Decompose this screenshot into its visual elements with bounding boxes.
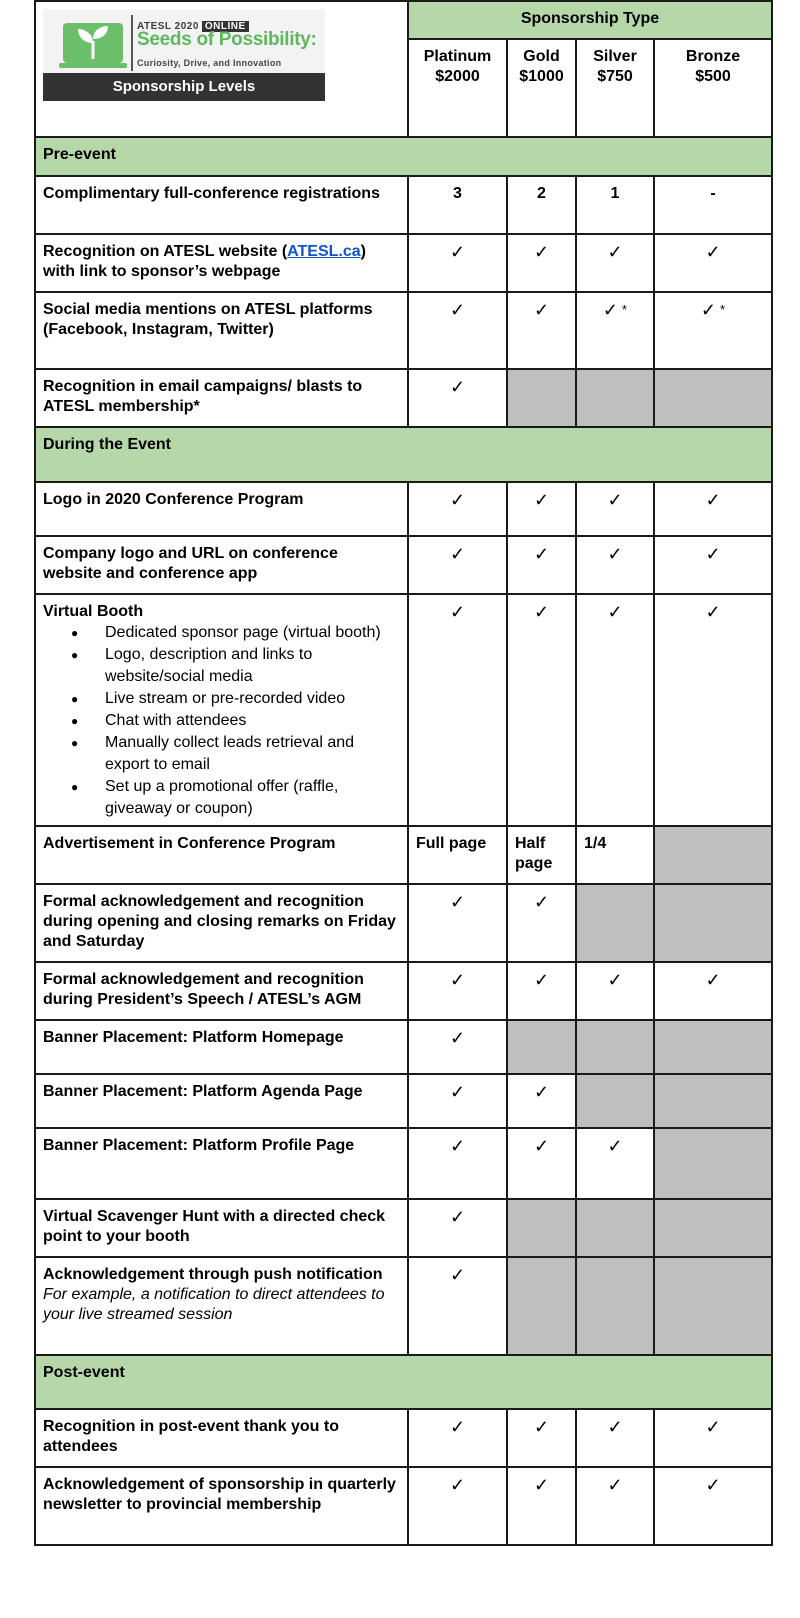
value-cell: 1 (576, 176, 654, 234)
check-icon: ✓ (533, 490, 550, 510)
logo-banner: Sponsorship Levels (43, 73, 325, 101)
check-icon: ✓ (449, 1082, 466, 1102)
section-during-event: During the Event (35, 427, 772, 482)
unavailable-cell (654, 1074, 772, 1128)
sprout-icon (76, 25, 110, 61)
list-item: ● Manually collect leads retrieval and export to email (43, 732, 400, 776)
unavailable-cell (507, 1199, 576, 1257)
row-label: Banner Placement: Platform Agenda Page (35, 1074, 408, 1128)
row-label: Complimentary full-conference registrations (35, 176, 408, 234)
unavailable-cell (507, 1257, 576, 1355)
value-cell: Full page (408, 826, 507, 884)
unavailable-cell (576, 369, 654, 427)
check-icon: ✓ (607, 490, 623, 510)
row-label: Banner Placement: Platform Profile Page (35, 1128, 408, 1199)
check-icon: ✓ (607, 1417, 623, 1437)
check-icon: ✓ (705, 1475, 721, 1495)
asterisk: * (622, 302, 628, 317)
check-icon: ✓ (449, 602, 466, 622)
check-icon: ✓ (607, 1136, 623, 1156)
row-label: Formal acknowledgement and recognition during President’s Speech / ATESL’s AGM (35, 962, 408, 1020)
check-icon: ✓ (449, 300, 466, 320)
check-icon: ✓ (449, 490, 466, 510)
unavailable-cell (654, 1199, 772, 1257)
check-icon: ✓ (533, 602, 550, 622)
unavailable-cell (654, 1020, 772, 1074)
booth-feature-list (43, 622, 400, 824)
unavailable-cell (654, 1128, 772, 1199)
tier-bronze: Bronze $500 (654, 39, 772, 137)
unavailable-cell (576, 1074, 654, 1128)
list-item: ● Logo, description and links to website/social media (43, 644, 400, 688)
row-label: Logo in 2020 Conference Program (35, 482, 408, 536)
logo-line1: ATESL 2020 ONLINE (137, 17, 249, 37)
check-icon: ✓ (449, 1475, 466, 1495)
check-icon: ✓ (705, 602, 721, 622)
row-label: Formal acknowledgement and recognition during opening and closing remarks on Friday and Saturday (35, 884, 408, 962)
check-icon: ✓ (449, 1417, 466, 1437)
check-icon: ✓ (607, 970, 623, 990)
sponsorship-table (34, 0, 773, 1546)
value-cell: 1/4 (576, 826, 654, 884)
check-icon: ✓ (533, 300, 550, 320)
asterisk: * (720, 302, 726, 317)
unavailable-cell (576, 884, 654, 962)
check-icon: ✓ (533, 544, 550, 564)
check-icon: ✓ (705, 242, 721, 262)
logo-subtitle: Curiosity, Drive, and Innovation (137, 58, 282, 68)
check-icon: ✓ (607, 1475, 623, 1495)
check-icon: ✓ (700, 300, 717, 320)
value-cell: Half page (507, 826, 576, 884)
check-icon: ✓ (449, 892, 466, 912)
check-icon: ✓ (449, 377, 466, 397)
list-item: ● Chat with attendees (43, 710, 400, 732)
unavailable-cell (654, 826, 772, 884)
value-cell: 2 (507, 176, 576, 234)
check-icon: ✓ (449, 1028, 466, 1048)
logo-cell (35, 1, 408, 137)
row-label: Acknowledgement of sponsorship in quarterly newsletter to provincial membership (35, 1467, 408, 1545)
section-pre-event: Pre-event (35, 137, 772, 176)
unavailable-cell (576, 1199, 654, 1257)
online-tag: ONLINE (202, 21, 249, 32)
check-icon: ✓ (533, 1475, 550, 1495)
check-icon: ✓ (602, 300, 619, 320)
unavailable-cell (654, 369, 772, 427)
check-icon: ✓ (705, 544, 721, 564)
row-label: Recognition on ATESL website (ATESL.ca) with link to sponsor’s webpage (35, 234, 408, 292)
check-icon: ✓ (449, 1265, 466, 1285)
conference-logo (43, 9, 325, 99)
row-label: Social media mentions on ATESL platforms (Facebook, Instagram, Twitter) (35, 292, 408, 369)
unavailable-cell (654, 884, 772, 962)
row-label-push-notification: Acknowledgement through push notification For example, a notification to direct attendees to your live streamed session (35, 1257, 408, 1355)
check-icon: ✓ (533, 242, 550, 262)
list-item: ● Live stream or pre-recorded video (43, 688, 400, 710)
row-label: Recognition in email campaigns/ blasts to ATESL membership* (35, 369, 408, 427)
list-item: ● Set up a promotional offer (raffle, giveaway or coupon) (43, 776, 400, 820)
unavailable-cell (576, 1020, 654, 1074)
row-label-virtual-booth: Virtual Booth ● Dedicated sponsor page (virtual booth) ● Logo, description and links to website/social media ● Live stream or pre-recorded video ● Chat with attendees ● Manually collect leads retrieval and export to email ● Set up a promotional offer (raffle, giveaway or coupon) (35, 594, 408, 826)
row-label: Virtual Scavenger Hunt with a directed check point to your booth (35, 1199, 408, 1257)
check-icon: ✓ (705, 1417, 721, 1437)
row-label: Banner Placement: Platform Homepage (35, 1020, 408, 1074)
sponsorship-type-header: Sponsorship Type (408, 1, 772, 39)
check-icon: ✓ (705, 970, 721, 990)
check-icon: ✓ (533, 1136, 550, 1156)
value-cell: - (654, 176, 772, 234)
unavailable-cell (507, 1020, 576, 1074)
section-post-event: Post-event (35, 1355, 772, 1409)
check-icon: ✓ (607, 602, 623, 622)
row-note: For example, a notification to direct attendees to your live streamed session (43, 1286, 385, 1323)
unavailable-cell (576, 1257, 654, 1355)
unavailable-cell (507, 369, 576, 427)
check-icon: ✓ (449, 1136, 466, 1156)
check-icon: ✓ (533, 892, 550, 912)
check-icon: ✓ (449, 970, 466, 990)
value-cell: 3 (408, 176, 507, 234)
tier-gold: Gold $1000 (507, 39, 576, 137)
tier-silver: Silver $750 (576, 39, 654, 137)
list-item: ● Dedicated sponsor page (virtual booth) (43, 622, 400, 644)
check-icon: ✓ (449, 1207, 466, 1227)
check-icon: ✓ (449, 242, 466, 262)
atesl-link[interactable]: ATESL.ca (287, 243, 361, 260)
check-icon: ✓ (533, 970, 550, 990)
unavailable-cell (654, 1257, 772, 1355)
tier-platinum: Platinum $2000 (408, 39, 507, 137)
row-label: Recognition in post-event thank you to attendees (35, 1409, 408, 1467)
row-label: Advertisement in Conference Program (35, 826, 408, 884)
check-icon: ✓ (533, 1417, 550, 1437)
check-icon: ✓ (533, 1082, 550, 1102)
check-icon: ✓ (607, 544, 623, 564)
logo-title: Seeds of Possibility: (137, 29, 317, 50)
check-icon: ✓ (449, 544, 466, 564)
check-icon: ✓ (607, 242, 623, 262)
row-label: Company logo and URL on conference website and conference app (35, 536, 408, 594)
check-icon: ✓ (705, 490, 721, 510)
